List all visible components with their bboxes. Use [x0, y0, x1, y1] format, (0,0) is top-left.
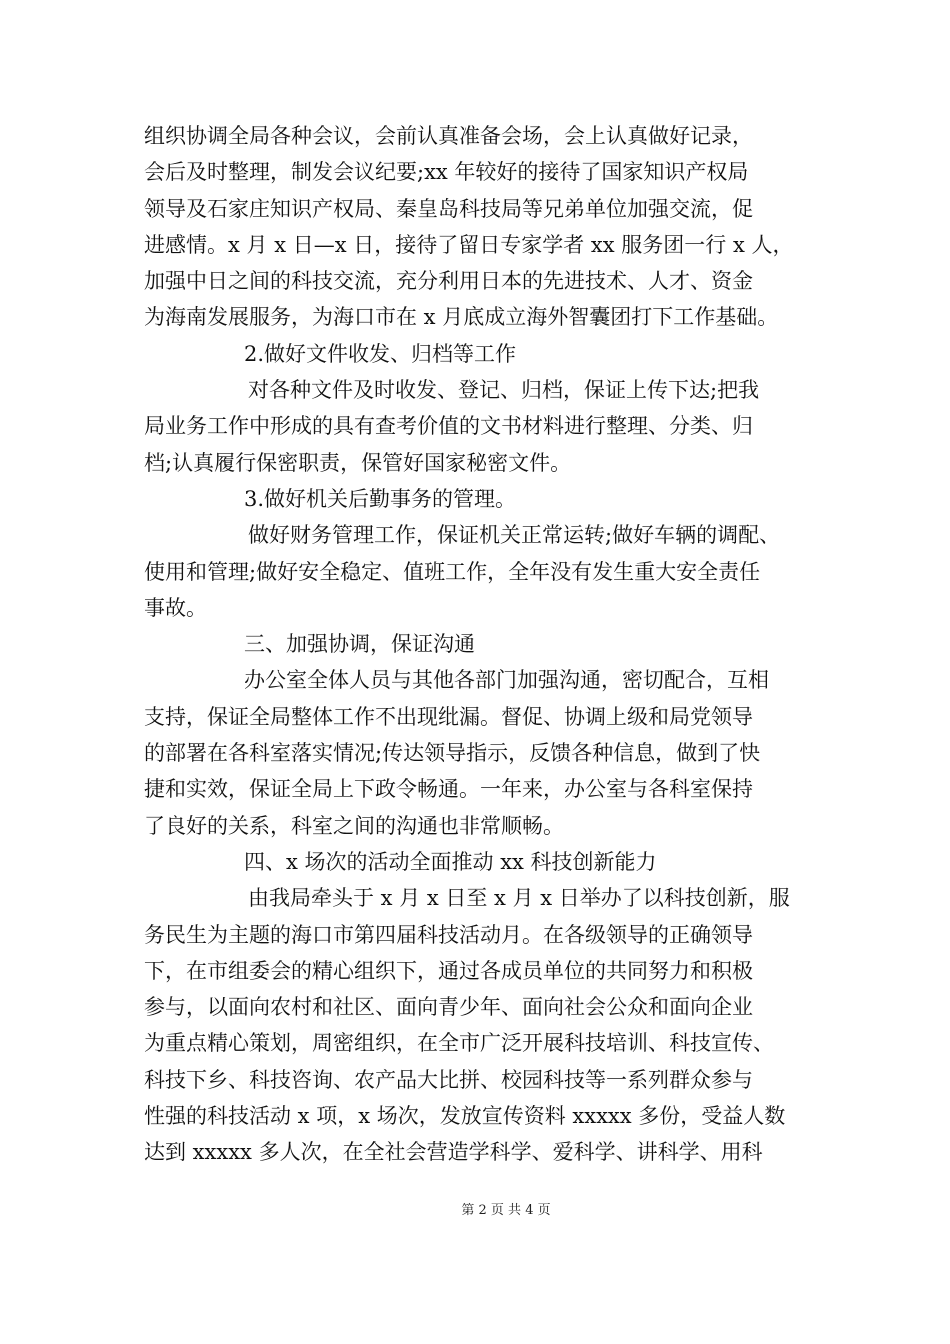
body-line: 参与，以面向农村和社区、面向青少年、面向社会公众和面向企业 — [144, 995, 753, 1020]
section-heading: 3.做好机关后勤事务的管理。 — [244, 486, 517, 511]
body-line: 事故。 — [144, 595, 207, 620]
body-line: 加强中日之间的科技交流，充分利用日本的先进技术、人才、资金 — [144, 269, 753, 294]
paragraph-first-line: 做好财务管理工作，保证机关正常运转;做好车辆的调配、 — [248, 523, 781, 548]
body-line: 为海南发展服务，为海口市在 x 月底成立海外智囊团打下工作基础。 — [144, 305, 779, 330]
body-line: 档;认真履行保密职责，保管好国家秘密文件。 — [144, 450, 572, 475]
body-line: 科技下乡、科技咨询、农产品大比拼、校园科技等一系列群众参与 — [144, 1067, 753, 1092]
paragraph-first-line: 对各种文件及时收发、登记、归档，保证上传下达;把我 — [248, 378, 760, 403]
section-heading: 三、加强协调，保证沟通 — [244, 632, 475, 657]
body-line: 支持，保证全局整体工作不出现纰漏。督促、协调上级和局党领导 — [144, 704, 753, 729]
section-heading: 四、x 场次的活动全面推动 xx 科技创新能力 — [244, 849, 657, 874]
body-line: 进感情。x 月 x 日—x 日，接待了留日专家学者 xx 服务团一行 x 人， — [144, 232, 794, 257]
paragraph-first-line: 由我局牵头于 x 月 x 日至 x 月 x 日举办了以科技创新，服 — [248, 886, 790, 911]
body-line: 为重点精心策划，周密组织，在全市广泛开展科技培训、科技宣传、 — [144, 1031, 774, 1056]
body-line: 会后及时整理，制发会议纪要;xx 年较好的接待了国家知识产权局 — [144, 160, 749, 185]
body-line: 达到 xxxxx 多人次，在全社会营造学科学、爱科学、讲科学、用科 — [144, 1140, 763, 1165]
body-line: 性强的科技活动 x 项，x 场次，发放宣传资料 xxxxx 多份，受益人数 — [144, 1104, 786, 1129]
body-line: 局业务工作中形成的具有查考价值的文书材料进行整理、分类、归 — [144, 414, 753, 439]
document-body — [144, 118, 810, 1171]
section-heading: 2.做好文件收发、归档等工作 — [244, 341, 517, 366]
body-line: 的部署在各科室落实情况;传达领导指示，反馈各种信息，做到了快 — [144, 741, 761, 766]
body-line: 捷和实效，保证全局上下政令畅通。一年来，办公室与各科室保持 — [144, 777, 753, 802]
paragraph-first-line: 办公室全体人员与其他各部门加强沟通，密切配合，互相 — [244, 668, 769, 693]
body-line: 了良好的关系，科室之间的沟通也非常顺畅。 — [144, 813, 564, 838]
body-line: 组织协调全局各种会议，会前认真准备会场，会上认真做好记录， — [144, 124, 753, 148]
body-line: 使用和管理;做好安全稳定、值班工作，全年没有发生重大安全责任 — [144, 559, 761, 584]
page-number: 第 2 页 共 4 页 — [461, 1203, 551, 1218]
body-line: 领导及石家庄知识产权局、秦皇岛科技局等兄弟单位加强交流，促 — [144, 196, 753, 221]
body-line: 下，在市组委会的精心组织下，通过各成员单位的共同努力和积极 — [144, 958, 753, 983]
body-line: 务民生为主题的海口市第四届科技活动月。在各级领导的正确领导 — [144, 922, 753, 947]
